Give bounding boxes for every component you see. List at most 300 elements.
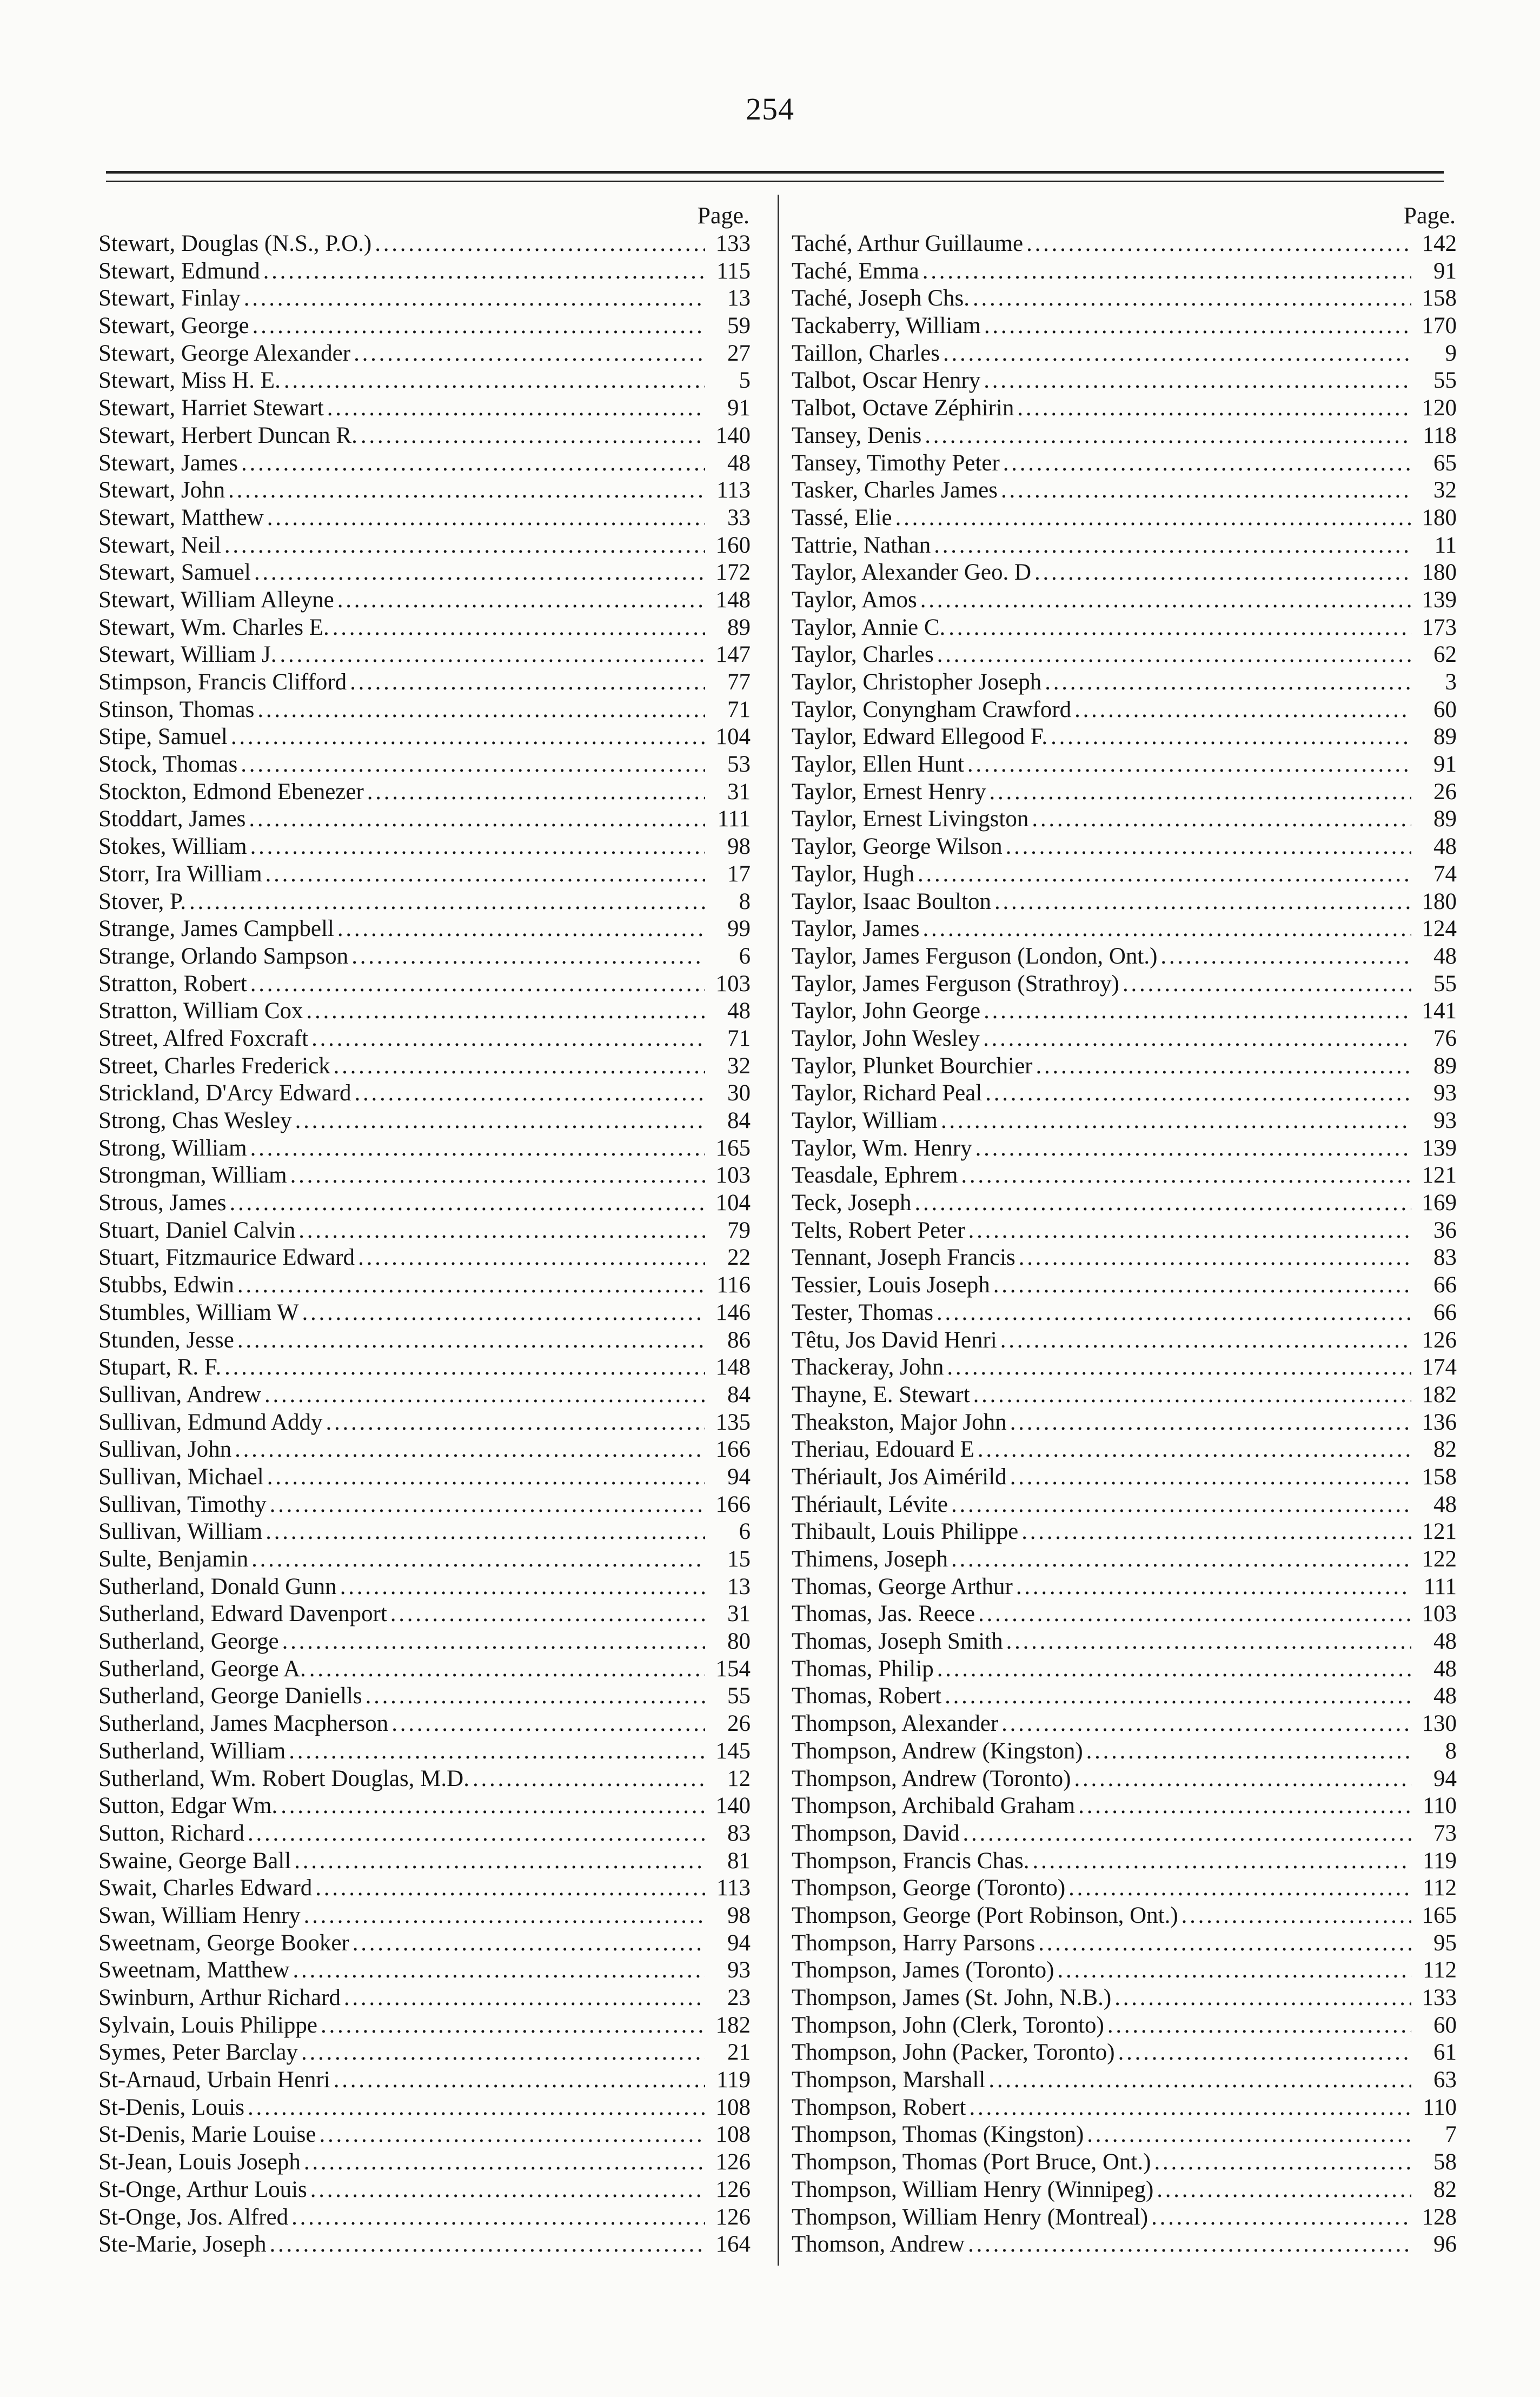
dot-leader xyxy=(189,888,705,916)
dot-leader xyxy=(282,1628,705,1656)
dot-leader xyxy=(941,1107,1411,1135)
index-entry xyxy=(98,723,751,751)
entry-name: Sutherland, George xyxy=(98,1629,279,1655)
dot-leader xyxy=(983,1025,1411,1053)
index-entry xyxy=(792,1382,1457,1409)
entry-page-number: 121 xyxy=(1422,1519,1457,1545)
entry-page-number: 84 xyxy=(727,1382,751,1407)
index-entry xyxy=(98,587,751,614)
entry-name: Sutherland, George A. xyxy=(98,1656,306,1682)
index-entry xyxy=(98,2012,751,2040)
entry-page-number: 13 xyxy=(727,1573,751,1599)
dot-leader xyxy=(251,1546,705,1573)
index-entry xyxy=(792,395,1457,422)
entry-page-number: 48 xyxy=(727,450,751,476)
entry-page-number: 128 xyxy=(1422,2204,1457,2230)
dot-leader xyxy=(244,285,705,313)
dot-leader xyxy=(290,1162,705,1190)
entry-name: Swaine, George Ball xyxy=(98,1848,291,1874)
index-entry xyxy=(98,559,751,587)
entry-page-number: 145 xyxy=(715,1738,751,1764)
entry-name: Stewart, William J. xyxy=(98,642,277,668)
entry-page-number: 48 xyxy=(1433,1629,1457,1655)
entry-name: Stokes, William xyxy=(98,834,247,860)
dot-leader xyxy=(922,258,1411,285)
entry-page-number: 91 xyxy=(1433,258,1457,284)
index-entry xyxy=(792,1573,1457,1601)
entry-page-number: 119 xyxy=(1423,1848,1457,1874)
dot-leader xyxy=(337,587,705,614)
index-entry xyxy=(792,230,1457,258)
entry-name: Taylor, Edward Ellegood F. xyxy=(792,724,1048,750)
dot-leader xyxy=(361,422,705,450)
dot-leader xyxy=(334,2067,705,2094)
dot-leader xyxy=(968,2231,1411,2259)
entry-page-number: 148 xyxy=(715,587,751,613)
dot-leader xyxy=(984,998,1411,1025)
page-number: 254 xyxy=(746,91,794,127)
entry-page-number: 8 xyxy=(739,888,751,914)
entry-page-number: 59 xyxy=(727,313,751,339)
dot-leader xyxy=(231,723,705,751)
index-entry xyxy=(98,1354,751,1382)
index-entry xyxy=(98,971,751,998)
dot-leader xyxy=(1154,2149,1411,2176)
dot-leader xyxy=(973,1382,1411,1409)
entry-page-number: 94 xyxy=(1433,1765,1457,1791)
entry-page-number: 126 xyxy=(1422,1327,1457,1353)
entry-name: Taylor, Christopher Joseph xyxy=(792,669,1042,695)
entry-name: Stewart, George xyxy=(98,313,249,339)
dot-leader xyxy=(1032,806,1411,833)
dot-leader xyxy=(963,1820,1411,1848)
entry-page-number: 53 xyxy=(727,752,751,778)
entry-name: Strong, Chas Wesley xyxy=(98,1108,292,1133)
entry-name: Thompson, Thomas (Port Bruce, Ont.) xyxy=(792,2149,1151,2175)
entry-page-number: 122 xyxy=(1422,1546,1457,1572)
entry-name: Taylor, Annie C. xyxy=(792,614,946,640)
entry-page-number: 23 xyxy=(727,1985,751,2010)
dot-leader xyxy=(985,1080,1411,1107)
index-entry xyxy=(792,1354,1457,1382)
entry-name: Taylor, James Ferguson (Strathroy) xyxy=(792,971,1119,997)
entry-page-number: 22 xyxy=(727,1245,751,1271)
index-entry xyxy=(792,587,1457,614)
index-entry xyxy=(792,450,1457,477)
dot-leader xyxy=(1068,1875,1411,1902)
entry-name: Stewart, Douglas (N.S., P.O.) xyxy=(98,231,372,256)
entry-name: Thompson, William Henry (Winnipeg) xyxy=(792,2176,1154,2202)
dot-leader xyxy=(948,614,1411,642)
entry-page-number: 83 xyxy=(727,1820,751,1846)
entry-page-number: 174 xyxy=(1422,1354,1457,1380)
dot-leader xyxy=(988,2067,1411,2094)
entry-name: Taylor, James Ferguson (London, Ont.) xyxy=(792,943,1158,969)
entry-name: Taché, Joseph Chs. xyxy=(792,285,970,311)
dot-leader xyxy=(337,915,705,943)
entry-page-number: 126 xyxy=(715,2149,751,2175)
entry-name: Swinburn, Arthur Richard xyxy=(98,1985,341,2010)
index-entry xyxy=(792,504,1457,532)
entry-name: Swan, William Henry xyxy=(98,1902,301,1928)
index-entry xyxy=(98,696,751,724)
entry-name: Talbot, Octave Zéphirin xyxy=(792,395,1014,421)
entry-page-number: 93 xyxy=(1433,1108,1457,1133)
index-entry xyxy=(792,696,1457,724)
entry-name: Theriau, Edouard E xyxy=(792,1437,974,1463)
dot-leader xyxy=(302,1299,705,1327)
index-entry xyxy=(792,1107,1457,1135)
index-entry xyxy=(98,1162,751,1190)
index-entry xyxy=(792,669,1457,696)
entry-name: Thompson, Andrew (Toronto) xyxy=(792,1765,1071,1791)
dot-leader xyxy=(1001,1710,1411,1738)
entry-name: Stupart, R. F. xyxy=(98,1354,222,1380)
index-entry xyxy=(792,1491,1457,1519)
entry-name: Taylor, Plunket Bourchier xyxy=(792,1053,1033,1079)
dot-leader xyxy=(248,2094,705,2122)
dot-leader xyxy=(298,1217,705,1245)
dot-leader xyxy=(250,971,705,998)
entry-page-number: 108 xyxy=(715,2122,751,2148)
entry-name: Ste-Marie, Joseph xyxy=(98,2232,267,2257)
dot-leader xyxy=(925,422,1411,450)
dot-leader xyxy=(1057,1957,1411,1984)
dot-leader xyxy=(230,1190,706,1217)
entry-page-number: 26 xyxy=(727,1711,751,1737)
dot-leader xyxy=(915,1190,1412,1217)
index-entry xyxy=(792,1628,1457,1656)
entry-page-number: 146 xyxy=(715,1299,751,1325)
entry-page-number: 112 xyxy=(1423,1875,1457,1901)
index-entry xyxy=(98,532,751,560)
entry-page-number: 165 xyxy=(715,1135,751,1161)
entry-page-number: 111 xyxy=(1423,1573,1457,1599)
index-entry xyxy=(792,1710,1457,1738)
entry-name: Tattrie, Nathan xyxy=(792,532,931,558)
dot-leader xyxy=(984,367,1411,395)
index-entry xyxy=(792,1546,1457,1573)
entry-page-number: 13 xyxy=(727,285,751,311)
entry-name: Sutherland, Wm. Robert Douglas, M.D. xyxy=(98,1765,469,1791)
entry-page-number: 65 xyxy=(1433,450,1457,476)
index-entry xyxy=(792,1848,1457,1875)
index-entry-list xyxy=(98,230,751,2259)
entry-page-number: 32 xyxy=(727,1053,751,1079)
dot-leader xyxy=(1118,2039,1411,2067)
dot-leader xyxy=(391,1710,705,1738)
entry-name: Taylor, William xyxy=(792,1108,938,1133)
index-entry xyxy=(98,450,751,477)
entry-page-number: 148 xyxy=(715,1354,751,1380)
entry-page-number: 89 xyxy=(1433,1053,1457,1079)
index-entry xyxy=(792,1327,1457,1354)
entry-name: Swait, Charles Edward xyxy=(98,1875,313,1901)
entry-name: Stewart, George Alexander xyxy=(98,340,351,366)
dot-leader xyxy=(969,2094,1411,2122)
entry-page-number: 124 xyxy=(1422,916,1457,942)
entry-name: Thomson, Andrew xyxy=(792,2232,965,2257)
index-entry xyxy=(792,1984,1457,2012)
dot-leader xyxy=(267,504,705,532)
entry-page-number: 48 xyxy=(1433,834,1457,860)
entry-page-number: 103 xyxy=(1422,1601,1457,1627)
entry-name: Taylor, John Wesley xyxy=(792,1025,980,1051)
entry-page-number: 6 xyxy=(739,943,751,969)
entry-page-number: 113 xyxy=(716,477,751,503)
index-entry xyxy=(98,1738,751,1765)
entry-name: Thompson, Harry Parsons xyxy=(792,1930,1035,1956)
dot-leader xyxy=(947,1354,1411,1382)
entry-name: Stubbs, Edwin xyxy=(98,1272,234,1298)
index-entry xyxy=(792,971,1457,998)
entry-page-number: 76 xyxy=(1433,1025,1457,1051)
entry-name: Sutherland, George Daniells xyxy=(98,1683,362,1709)
entry-page-number: 74 xyxy=(1433,861,1457,887)
index-entry xyxy=(792,2012,1457,2040)
page-column-header: Page. xyxy=(1403,202,1456,229)
entry-name: Tansey, Denis xyxy=(792,422,922,448)
entry-page-number: 166 xyxy=(715,1437,751,1463)
entry-name: Tansey, Timothy Peter xyxy=(792,450,1000,476)
dot-leader xyxy=(1107,2012,1411,2040)
entry-name: Thompson, Marshall xyxy=(792,2067,986,2093)
index-entry xyxy=(98,477,751,504)
entry-page-number: 7 xyxy=(1445,2122,1457,2148)
index-entry xyxy=(98,915,751,943)
dot-leader xyxy=(237,1272,705,1299)
dot-leader xyxy=(1016,1573,1411,1601)
index-entry xyxy=(792,313,1457,340)
entry-page-number: 139 xyxy=(1422,1135,1457,1161)
entry-page-number: 82 xyxy=(1433,1437,1457,1463)
entry-name: Thibault, Louis Philippe xyxy=(792,1519,1019,1545)
entry-page-number: 89 xyxy=(1433,806,1457,832)
page-column-header: Page. xyxy=(697,202,749,229)
index-entry xyxy=(792,2039,1457,2067)
index-entry xyxy=(98,258,751,285)
entry-page-number: 6 xyxy=(739,1519,751,1545)
entry-name: St-Denis, Marie Louise xyxy=(98,2122,316,2148)
index-entry xyxy=(792,998,1457,1025)
entry-page-number: 79 xyxy=(727,1217,751,1243)
index-entry xyxy=(792,1656,1457,1683)
dot-leader xyxy=(1078,1792,1411,1820)
index-entry xyxy=(98,751,751,779)
dot-leader xyxy=(984,313,1411,340)
index-entry xyxy=(792,559,1457,587)
index-entry xyxy=(98,1957,751,1984)
index-entry xyxy=(792,1902,1457,1930)
dot-leader xyxy=(390,1601,705,1628)
entry-name: Thompson, George (Toronto) xyxy=(792,1875,1066,1901)
dot-leader xyxy=(235,1436,705,1464)
index-entry xyxy=(792,1436,1457,1464)
entry-name: St-Arnaud, Urbain Henri xyxy=(98,2067,330,2093)
entry-name: Teasdale, Ephrem xyxy=(792,1163,958,1188)
dot-leader xyxy=(270,2231,706,2259)
index-entry xyxy=(792,1765,1457,1793)
entry-name: Strickland, D'Arcy Edward xyxy=(98,1080,351,1106)
entry-page-number: 180 xyxy=(1422,560,1457,586)
entry-name: Sutton, Edgar Wm. xyxy=(98,1793,278,1819)
entry-name: Stewart, Harriet Stewart xyxy=(98,395,324,421)
dot-leader xyxy=(224,532,705,560)
dot-leader xyxy=(1010,1464,1411,1491)
entry-page-number: 120 xyxy=(1422,395,1457,421)
entry-page-number: 48 xyxy=(1433,943,1457,969)
entry-name: Stipe, Samuel xyxy=(98,724,228,750)
entry-name: Stewart, Herbert Duncan R. xyxy=(98,422,357,448)
index-entry xyxy=(98,285,751,313)
entry-name: Taylor, John George xyxy=(792,998,981,1024)
entry-name: Strong, William xyxy=(98,1135,247,1161)
dot-leader xyxy=(961,1162,1411,1190)
entry-page-number: 73 xyxy=(1433,1820,1457,1846)
entry-page-number: 26 xyxy=(1433,779,1457,805)
index-entry xyxy=(792,1299,1457,1327)
entry-name: Strous, James xyxy=(98,1190,227,1216)
entry-name: Sutherland, Edward Davenport xyxy=(98,1601,387,1627)
entry-page-number: 82 xyxy=(1433,2176,1457,2202)
entry-page-number: 112 xyxy=(1423,1957,1457,1983)
index-entry xyxy=(98,1080,751,1107)
index-entry xyxy=(98,1930,751,1957)
dot-leader xyxy=(922,915,1411,943)
entry-name: Stinson, Thomas xyxy=(98,696,255,722)
dot-leader xyxy=(265,1518,705,1546)
dot-leader xyxy=(1021,1518,1411,1546)
index-entry xyxy=(98,641,751,669)
column-divider xyxy=(778,195,779,2266)
dot-leader xyxy=(304,2149,705,2176)
dot-leader xyxy=(978,1436,1411,1464)
index-entry xyxy=(98,1491,751,1519)
dot-leader xyxy=(1026,230,1411,258)
entry-page-number: 3 xyxy=(1445,669,1457,695)
entry-page-number: 166 xyxy=(715,1491,751,1517)
entry-name: Stewart, Samuel xyxy=(98,560,251,586)
index-entry xyxy=(792,1957,1457,1984)
dot-leader xyxy=(989,779,1411,806)
index-entry xyxy=(98,2067,751,2094)
entry-page-number: 81 xyxy=(727,1848,751,1874)
dot-leader xyxy=(291,2204,705,2232)
index-entry xyxy=(98,2121,751,2149)
dot-leader xyxy=(943,340,1411,368)
entry-page-number: 126 xyxy=(715,2204,751,2230)
dot-leader xyxy=(315,1875,705,1902)
index-entry xyxy=(98,1299,751,1327)
dot-leader xyxy=(1087,2121,1411,2149)
entry-page-number: 63 xyxy=(1433,2067,1457,2093)
index-entry xyxy=(792,779,1457,806)
index-entry xyxy=(792,2204,1457,2232)
entry-name: Sullivan, William xyxy=(98,1519,263,1545)
dot-leader xyxy=(1181,1902,1411,1930)
entry-name: Stewart, Neil xyxy=(98,532,221,558)
entry-name: Taylor, Ernest Henry xyxy=(792,779,986,805)
entry-name: Thompson, James (St. John, N.B.) xyxy=(792,1985,1112,2010)
index-entry xyxy=(98,1518,751,1546)
index-entry xyxy=(98,861,751,888)
entry-name: Sutherland, James Macpherson xyxy=(98,1711,389,1737)
dot-leader xyxy=(263,258,705,285)
index-entry xyxy=(792,258,1457,285)
entry-page-number: 12 xyxy=(727,1765,751,1791)
entry-name: Thomas, Joseph Smith xyxy=(792,1629,1003,1655)
entry-name: Sweetnam, Matthew xyxy=(98,1957,290,1983)
index-entry xyxy=(98,1601,751,1628)
entry-page-number: 104 xyxy=(715,1190,751,1216)
dot-leader xyxy=(1033,1848,1411,1875)
entry-name: Street, Alfred Foxcraft xyxy=(98,1025,309,1051)
entry-name: Thériault, Lévite xyxy=(792,1491,948,1517)
dot-leader xyxy=(1160,943,1411,971)
entry-name: Thompson, John (Packer, Toronto) xyxy=(792,2040,1115,2066)
entry-page-number: 180 xyxy=(1422,888,1457,914)
index-entry xyxy=(98,1053,751,1080)
entry-name: Storr, Ira William xyxy=(98,861,262,887)
index-column-right xyxy=(792,201,1457,2259)
dot-leader xyxy=(1123,971,1411,998)
entry-name: Sweetnam, George Booker xyxy=(98,1930,349,1956)
index-entry xyxy=(792,1409,1457,1437)
entry-page-number: 48 xyxy=(1433,1656,1457,1682)
entry-page-number: 94 xyxy=(727,1464,751,1490)
dot-leader xyxy=(270,1491,705,1519)
entry-name: Tasker, Charles James xyxy=(792,477,998,503)
entry-page-number: 172 xyxy=(715,560,751,586)
entry-name: Taylor, Hugh xyxy=(792,861,914,887)
index-entry xyxy=(98,313,751,340)
entry-page-number: 60 xyxy=(1433,2012,1457,2038)
entry-name: Thompson, Alexander xyxy=(792,1711,999,1737)
dot-leader xyxy=(937,1656,1411,1683)
entry-page-number: 32 xyxy=(1433,477,1457,503)
entry-name: Strange, Orlando Sampson xyxy=(98,943,349,969)
entry-page-number: 71 xyxy=(727,696,751,722)
entry-name: Taché, Arthur Guillaume xyxy=(792,231,1024,256)
index-entry xyxy=(98,2094,751,2122)
entry-name: Stewart, William Alleyne xyxy=(98,587,334,613)
entry-name: Thackeray, John xyxy=(792,1354,944,1380)
index-entry xyxy=(98,998,751,1025)
dot-leader xyxy=(895,504,1411,532)
header-rule-bottom xyxy=(106,181,1444,182)
index-entry xyxy=(792,1190,1457,1217)
entry-page-number: 98 xyxy=(727,1902,751,1928)
entry-page-number: 158 xyxy=(1422,1464,1457,1490)
entry-page-number: 170 xyxy=(1422,313,1457,339)
header-rule-top xyxy=(106,171,1444,174)
index-entry xyxy=(98,2204,751,2232)
dot-leader xyxy=(937,641,1411,669)
entry-name: Talbot, Oscar Henry xyxy=(792,368,981,394)
entry-page-number: 31 xyxy=(727,779,751,805)
index-entry xyxy=(792,1683,1457,1710)
entry-page-number: 133 xyxy=(715,231,751,256)
dot-leader xyxy=(945,1683,1411,1710)
entry-name: Thompson, Robert xyxy=(792,2094,966,2120)
entry-name: Stuart, Daniel Calvin xyxy=(98,1217,296,1243)
entry-name: Thompson, Francis Chas. xyxy=(792,1848,1030,1874)
entry-name: Stratton, Robert xyxy=(98,971,247,997)
index-entry xyxy=(792,1601,1457,1628)
dot-leader xyxy=(311,1025,705,1053)
entry-page-number: 140 xyxy=(715,1793,751,1819)
entry-page-number: 95 xyxy=(1433,1930,1457,1956)
